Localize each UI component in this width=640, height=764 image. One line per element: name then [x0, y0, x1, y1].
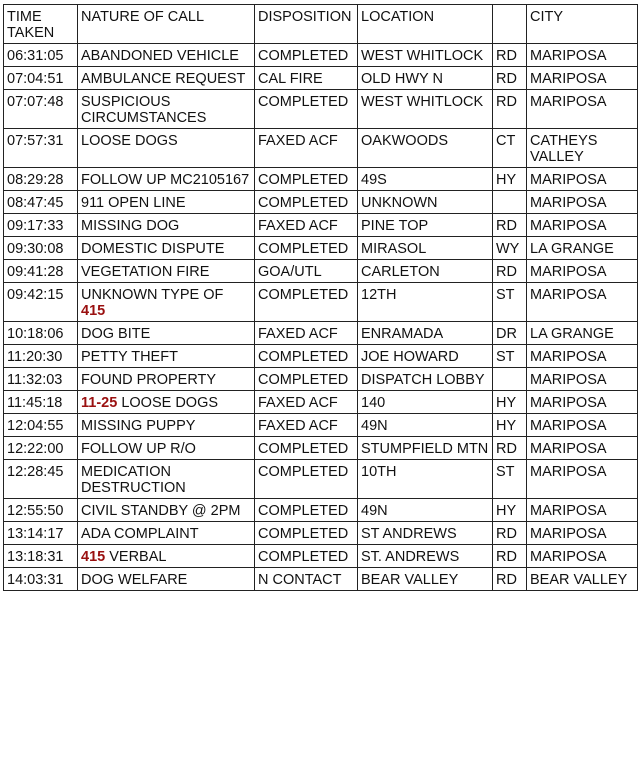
- nature-of-call-cell: [78, 568, 255, 591]
- time-taken-cell: 12:22:00: [4, 437, 78, 460]
- nature-of-call-cell: [78, 67, 255, 90]
- call-log-table: [3, 4, 638, 591]
- location-cell: 49N: [358, 499, 493, 522]
- disposition-cell: FAXED ACF: [255, 214, 358, 237]
- street-suffix-cell: RD: [493, 568, 527, 591]
- city-cell: MARIPOSA: [527, 391, 638, 414]
- disposition-cell: CAL FIRE: [255, 67, 358, 90]
- city-cell: CATHEYS VALLEY: [527, 129, 638, 168]
- city-cell: MARIPOSA: [527, 90, 638, 129]
- time-taken-cell: 12:28:45: [4, 460, 78, 499]
- street-suffix-cell: RD: [493, 67, 527, 90]
- time-taken-cell: 09:41:28: [4, 260, 78, 283]
- location-cell: 140: [358, 391, 493, 414]
- location-cell: ENRAMADA: [358, 322, 493, 345]
- disposition-cell: COMPLETED: [255, 522, 358, 545]
- nature-text: UNKNOWN TYPE OF: [81, 287, 224, 303]
- street-suffix-cell: RD: [493, 260, 527, 283]
- city-cell: MARIPOSA: [527, 283, 638, 322]
- header-row: [4, 5, 638, 44]
- street-suffix-cell: WY: [493, 237, 527, 260]
- city-cell: MARIPOSA: [527, 499, 638, 522]
- nature-text: DOMESTIC DISPUTE: [81, 241, 225, 257]
- city-cell: MARIPOSA: [527, 67, 638, 90]
- header-location: LOCATION: [358, 5, 493, 44]
- disposition-cell: COMPLETED: [255, 237, 358, 260]
- location-cell: 49S: [358, 168, 493, 191]
- table-row: [4, 322, 638, 345]
- nature-text: VERBAL: [109, 549, 167, 565]
- city-cell: LA GRANGE: [527, 237, 638, 260]
- nature-text: SUSPICIOUS CIRCUMSTANCES: [81, 94, 207, 126]
- time-taken-cell: 08:29:28: [4, 168, 78, 191]
- location-cell: JOE HOWARD: [358, 345, 493, 368]
- nature-of-call-cell: [78, 368, 255, 391]
- location-cell: ST ANDREWS: [358, 522, 493, 545]
- time-taken-cell: 12:55:50: [4, 499, 78, 522]
- table-row: [4, 568, 638, 591]
- disposition-cell: FAXED ACF: [255, 414, 358, 437]
- header-time-taken: TIME TAKEN: [4, 5, 78, 44]
- disposition-cell: COMPLETED: [255, 44, 358, 67]
- disposition-cell: GOA/UTL: [255, 260, 358, 283]
- location-cell: CARLETON: [358, 260, 493, 283]
- disposition-cell: COMPLETED: [255, 191, 358, 214]
- location-cell: 49N: [358, 414, 493, 437]
- city-cell: LA GRANGE: [527, 322, 638, 345]
- nature-of-call-cell: [78, 283, 255, 322]
- nature-of-call-cell: [78, 44, 255, 67]
- header-disposition: DISPOSITION: [255, 5, 358, 44]
- disposition-cell: COMPLETED: [255, 345, 358, 368]
- header-nature-of-call: NATURE OF CALL: [78, 5, 255, 44]
- city-cell: MARIPOSA: [527, 260, 638, 283]
- street-suffix-cell: RD: [493, 214, 527, 237]
- city-cell: MARIPOSA: [527, 214, 638, 237]
- location-cell: STUMPFIELD MTN: [358, 437, 493, 460]
- time-taken-cell: 06:31:05: [4, 44, 78, 67]
- disposition-cell: FAXED ACF: [255, 391, 358, 414]
- city-cell: MARIPOSA: [527, 545, 638, 568]
- table-row: [4, 44, 638, 67]
- time-taken-cell: 07:04:51: [4, 67, 78, 90]
- disposition-cell: COMPLETED: [255, 368, 358, 391]
- location-cell: WEST WHITLOCK: [358, 90, 493, 129]
- street-suffix-cell: [493, 368, 527, 391]
- nature-of-call-cell: [78, 460, 255, 499]
- time-taken-cell: 07:07:48: [4, 90, 78, 129]
- disposition-cell: COMPLETED: [255, 283, 358, 322]
- nature-text: MISSING DOG: [81, 218, 180, 234]
- disposition-cell: FAXED ACF: [255, 322, 358, 345]
- street-suffix-cell: RD: [493, 522, 527, 545]
- nature-of-call-cell: [78, 214, 255, 237]
- nature-text: FOLLOW UP R/O: [81, 441, 196, 457]
- street-suffix-cell: ST: [493, 283, 527, 322]
- city-cell: MARIPOSA: [527, 414, 638, 437]
- nature-text: LOOSE DOGS: [121, 395, 219, 411]
- table-row: [4, 129, 638, 168]
- time-taken-cell: 09:17:33: [4, 214, 78, 237]
- street-suffix-cell: HY: [493, 499, 527, 522]
- nature-text: 911 OPEN LINE: [81, 195, 186, 211]
- nature-of-call-cell: [78, 191, 255, 214]
- table-row: [4, 67, 638, 90]
- street-suffix-cell: CT: [493, 129, 527, 168]
- location-cell: UNKNOWN: [358, 191, 493, 214]
- disposition-cell: COMPLETED: [255, 499, 358, 522]
- table-row: [4, 460, 638, 499]
- table-row: [4, 191, 638, 214]
- time-taken-cell: 09:42:15: [4, 283, 78, 322]
- time-taken-cell: 13:18:31: [4, 545, 78, 568]
- nature-of-call-cell: [78, 414, 255, 437]
- city-cell: MARIPOSA: [527, 345, 638, 368]
- disposition-cell: COMPLETED: [255, 168, 358, 191]
- nature-text: DOG WELFARE: [81, 572, 188, 588]
- call-code: 415: [81, 549, 106, 565]
- nature-of-call-cell: [78, 168, 255, 191]
- table-row: [4, 283, 638, 322]
- nature-text: VEGETATION FIRE: [81, 264, 210, 280]
- nature-text: MEDICATION DESTRUCTION: [81, 464, 186, 496]
- nature-of-call-cell: [78, 260, 255, 283]
- time-taken-cell: 08:47:45: [4, 191, 78, 214]
- time-taken-cell: 11:32:03: [4, 368, 78, 391]
- time-taken-cell: 09:30:08: [4, 237, 78, 260]
- location-cell: PINE TOP: [358, 214, 493, 237]
- table-row: [4, 168, 638, 191]
- nature-of-call-cell: [78, 545, 255, 568]
- location-cell: DISPATCH LOBBY: [358, 368, 493, 391]
- location-cell: BEAR VALLEY: [358, 568, 493, 591]
- nature-of-call-cell: [78, 129, 255, 168]
- street-suffix-cell: HY: [493, 391, 527, 414]
- location-cell: OAKWOODS: [358, 129, 493, 168]
- disposition-cell: FAXED ACF: [255, 129, 358, 168]
- table-row: [4, 237, 638, 260]
- table-row: [4, 214, 638, 237]
- disposition-cell: COMPLETED: [255, 90, 358, 129]
- table-row: [4, 368, 638, 391]
- table-row: [4, 522, 638, 545]
- time-taken-cell: 10:18:06: [4, 322, 78, 345]
- time-taken-cell: 07:57:31: [4, 129, 78, 168]
- time-taken-cell: 11:45:18: [4, 391, 78, 414]
- city-cell: MARIPOSA: [527, 460, 638, 499]
- call-code: 11-25: [81, 395, 118, 411]
- time-taken-cell: 12:04:55: [4, 414, 78, 437]
- disposition-cell: COMPLETED: [255, 460, 358, 499]
- nature-text: ADA COMPLAINT: [81, 526, 199, 542]
- nature-text: PETTY THEFT: [81, 349, 178, 365]
- disposition-cell: COMPLETED: [255, 437, 358, 460]
- street-suffix-cell: [493, 191, 527, 214]
- nature-of-call-cell: [78, 437, 255, 460]
- street-suffix-cell: HY: [493, 168, 527, 191]
- street-suffix-cell: RD: [493, 44, 527, 67]
- city-cell: MARIPOSA: [527, 168, 638, 191]
- time-taken-cell: 14:03:31: [4, 568, 78, 591]
- header-city: CITY: [527, 5, 638, 44]
- call-code: 415: [81, 303, 106, 319]
- location-cell: MIRASOL: [358, 237, 493, 260]
- table-row: [4, 391, 638, 414]
- call-log-body: [4, 44, 638, 591]
- city-cell: MARIPOSA: [527, 437, 638, 460]
- nature-text: DOG BITE: [81, 326, 151, 342]
- time-taken-cell: 13:14:17: [4, 522, 78, 545]
- street-suffix-cell: ST: [493, 460, 527, 499]
- table-row: [4, 345, 638, 368]
- street-suffix-cell: RD: [493, 545, 527, 568]
- street-suffix-cell: ST: [493, 345, 527, 368]
- nature-of-call-cell: [78, 499, 255, 522]
- disposition-cell: COMPLETED: [255, 545, 358, 568]
- nature-text: FOUND PROPERTY: [81, 372, 217, 388]
- city-cell: MARIPOSA: [527, 368, 638, 391]
- location-cell: ST. ANDREWS: [358, 545, 493, 568]
- location-cell: OLD HWY N: [358, 67, 493, 90]
- nature-text: CIVIL STANDBY @ 2PM: [81, 503, 241, 519]
- nature-of-call-cell: [78, 391, 255, 414]
- table-row: [4, 260, 638, 283]
- table-row: [4, 414, 638, 437]
- city-cell: MARIPOSA: [527, 44, 638, 67]
- street-suffix-cell: HY: [493, 414, 527, 437]
- street-suffix-cell: RD: [493, 437, 527, 460]
- nature-text: FOLLOW UP MC2105167: [81, 172, 250, 188]
- time-taken-cell: 11:20:30: [4, 345, 78, 368]
- city-cell: MARIPOSA: [527, 191, 638, 214]
- table-row: [4, 90, 638, 129]
- nature-of-call-cell: [78, 237, 255, 260]
- table-row: [4, 437, 638, 460]
- city-cell: MARIPOSA: [527, 522, 638, 545]
- nature-of-call-cell: [78, 90, 255, 129]
- nature-text: LOOSE DOGS: [81, 133, 178, 149]
- nature-text: MISSING PUPPY: [81, 418, 196, 434]
- header-street-suffix: [493, 5, 527, 44]
- nature-of-call-cell: [78, 322, 255, 345]
- location-cell: WEST WHITLOCK: [358, 44, 493, 67]
- street-suffix-cell: RD: [493, 90, 527, 129]
- location-cell: 12TH: [358, 283, 493, 322]
- disposition-cell: N CONTACT: [255, 568, 358, 591]
- nature-of-call-cell: [78, 345, 255, 368]
- nature-of-call-cell: [78, 522, 255, 545]
- location-cell: 10TH: [358, 460, 493, 499]
- table-row: [4, 545, 638, 568]
- street-suffix-cell: DR: [493, 322, 527, 345]
- table-row: [4, 499, 638, 522]
- city-cell: BEAR VALLEY: [527, 568, 638, 591]
- nature-text: AMBULANCE REQUEST: [81, 71, 246, 87]
- nature-text: ABANDONED VEHICLE: [81, 48, 239, 64]
